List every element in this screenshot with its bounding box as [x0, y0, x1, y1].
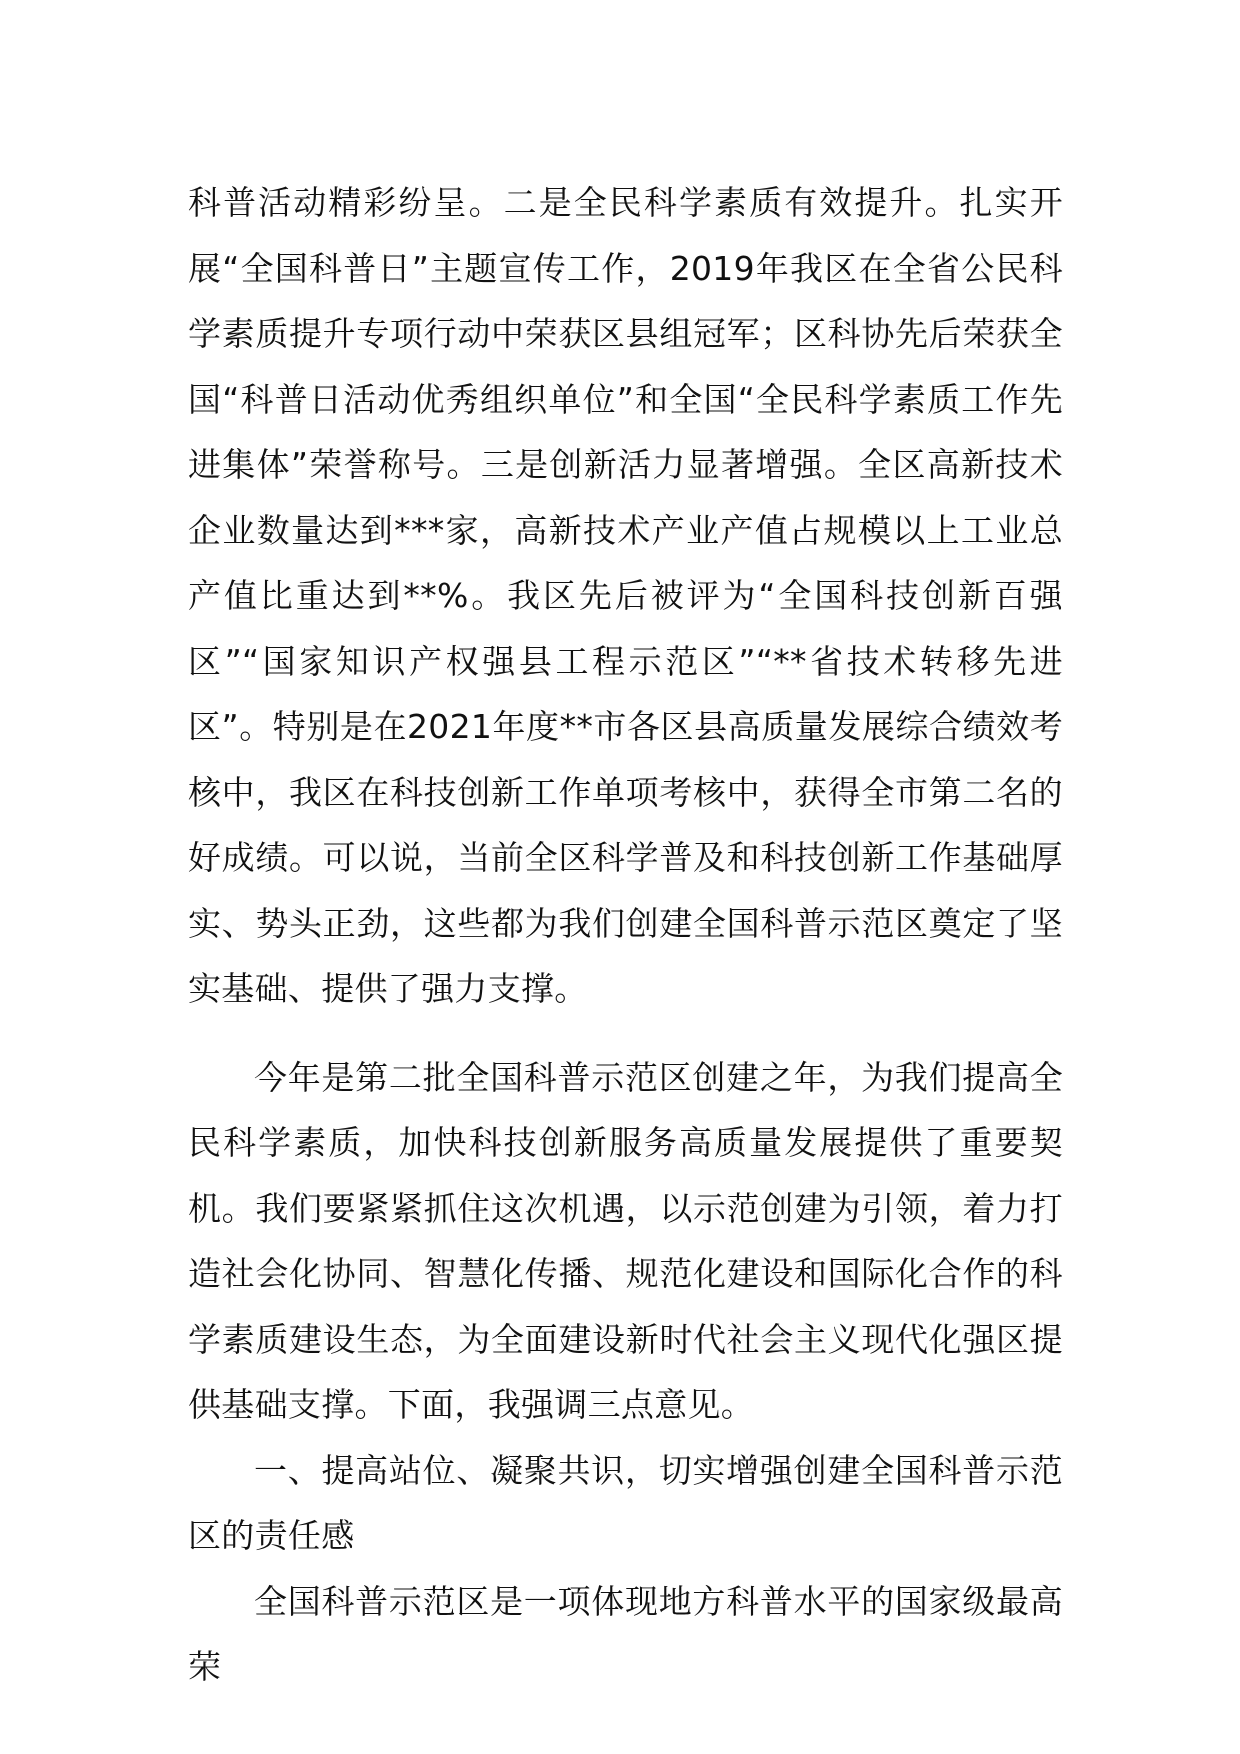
document-body [188, 170, 1063, 1700]
paragraph-achievements: 科普活动精彩纷呈。二是全民科学素质有效提升。扎实开展“全国科普日”主题宣传工作，2019年我区在全省公民科学素质提升专项行动中荣获区县组冠军；区科协先后荣获全国“科普日活动优秀组织单位”和全国“全民科学素质工作先进集体”荣誉称号。三是创新活力显著增强。全区高新技术企业数量达到***家，高新技术产业产值占规模以上工业总产值比重达到**%。我区先后被评为“全国科技创新百强区”“国家知识产权强县工程示范区”“**省技术转移先进区”。特别是在2021年度**市各区县高质量发展综合绩效考核中，我区在科技创新工作单项考核中，获得全市第二名的好成绩。可以说，当前全区科学普及和科技创新工作基础厚实、势头正劲，这些都为我们创建全国科普示范区奠定了坚实基础、提供了强力支撑。 [188, 183, 1063, 1008]
paragraph-section-1-start: 全国科普示范区是一项体现地方科普水平的国家级最高荣 [188, 1581, 1063, 1686]
section-heading-1: 一、提高站位、凝聚共识，切实增强创建全国科普示范区的责任感 [188, 1450, 1063, 1555]
paragraph-opportunity: 今年是第二批全国科普示范区创建之年，为我们提高全民科学素质，加快科技创新服务高质量发展提供了重要契机。我们要紧紧抓住这次机遇，以示范创建为引领，着力打造社会化协同、智慧化传播、规范化建设和国际化合作的科学素质建设生态，为全面建设新时代社会主义现代化强区提供基础支撑。下面，我强调三点意见。 [188, 1057, 1063, 1424]
